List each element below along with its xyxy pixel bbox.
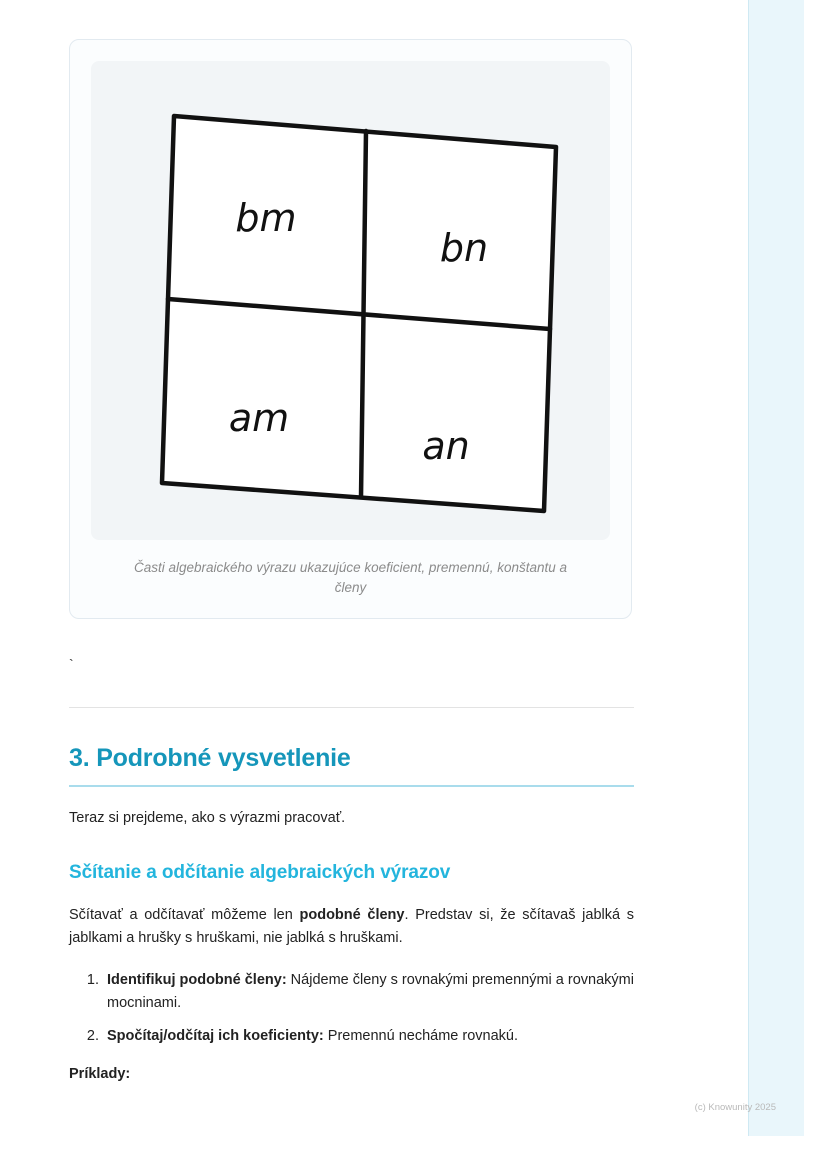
- list-item: [103, 1025, 634, 1048]
- section-divider: [69, 707, 634, 708]
- page-title: 3. Podrobné vysvetlenie: [69, 744, 351, 773]
- section-title-underline: [69, 785, 634, 787]
- document-content: [69, 0, 634, 1082]
- quadrant-label-bn: bn: [439, 226, 488, 270]
- copyright-notice: (c) Knowunity 2025: [694, 1102, 776, 1113]
- step-1-text: Nájdeme členy s rovnakými premennými a rovnakými mocninami.: [107, 971, 634, 1011]
- paragraph-part-1: Sčítavať a odčítavať môžeme len: [69, 906, 300, 923]
- right-side-rail: [748, 0, 804, 1136]
- examples-label: Príklady:: [69, 1066, 131, 1083]
- stray-backtick: `: [69, 656, 74, 673]
- quadrant-label-bm: bm: [234, 196, 297, 240]
- step-1-label: Identifikuj podobné členy:: [107, 971, 287, 988]
- subsection-title: Sčítanie a odčítanie algebraických výrazov: [69, 861, 451, 883]
- subsection-paragraph: [69, 904, 634, 951]
- quadrant-label-an: an: [421, 424, 470, 468]
- quadrant-label-am: am: [228, 396, 289, 440]
- figure-diagram: [91, 71, 610, 526]
- step-2-label: Spočítaj/odčítaj ich koeficienty:: [107, 1027, 324, 1044]
- figure-card: [69, 39, 632, 619]
- algebraic-terms-diagram-svg: [116, 71, 586, 526]
- step-2-text: Premennú necháme rovnakú.: [323, 1027, 518, 1044]
- figure-caption: Časti algebraického výrazu ukazujúce koeficient, premennú, konštantu a členy: [134, 560, 567, 595]
- list-item: [103, 969, 634, 1015]
- section-intro-text: Teraz si prejdeme, ako s výrazmi pracovať.: [69, 810, 346, 827]
- figure-image-area: [91, 61, 610, 540]
- paragraph-bold-term: podobné členy: [299, 906, 405, 923]
- paragraph-part-2: . Predstav si, že sčítavaš jablká s jablkami a hrušky s hruškami, nie jablká s hruškami.: [69, 906, 634, 947]
- steps-list: [69, 969, 634, 1049]
